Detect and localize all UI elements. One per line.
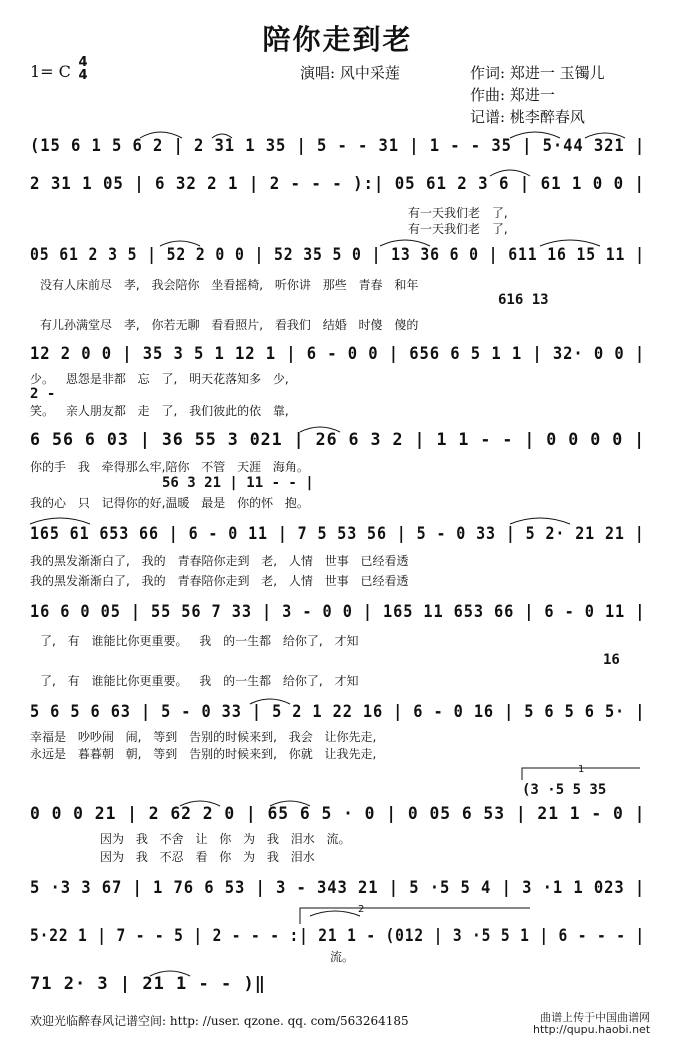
alternate-notes-system-5: 56 3 21 | 11 - - | <box>162 475 314 491</box>
lyrics-system-4-verse-2: 笑。 亲人朋友都 走 了, 我们彼此的依 靠, <box>30 404 289 418</box>
lyrics-system-9-verse-1: 因为 我 不舍 让 你 为 我 泪水 流。 <box>100 832 351 846</box>
slur <box>510 132 560 138</box>
slur <box>150 971 190 976</box>
key-signature: 1= C <box>30 62 71 81</box>
lyrics-system-5-verse-2: 我的心 只 记得你的好,温暖 最是 你的怀 抱。 <box>30 496 309 510</box>
singer-credit: 演唱: 风中采莲 <box>300 64 400 82</box>
score-system-4: 12 2 0 0 | 35 3 5 1 12 1 | 6 - 0 0 | 656 6 5 1 1 | 32· 0 0 | <box>30 344 646 364</box>
lyrics-system-3-verse-2: 有儿孙满堂尽 孝, 你若无聊 看看照片, 看我们 结婚 时傻 傻的 <box>40 318 419 332</box>
score-system-6: 165 61 653 66 | 6 - 0 11 | 7 5 53 56 | 5 - 0 33 | 5 2· 21 21 | <box>30 524 645 544</box>
slur <box>140 132 182 138</box>
score-system-9: 0 0 0 21 | 2 62 2 0 | 65 6 5 · 0 | 0 05 6 53 | 21 1 - 0 | <box>30 804 646 824</box>
footer-link-text: 欢迎光临醉春风记谱空间: http: //user. qzone. qq. com/563264185 <box>30 1014 409 1028</box>
lyrics-system-11: 流。 <box>330 950 355 964</box>
slur <box>310 911 360 916</box>
lyrics-system-8-verse-2: 永远是 暮暮朝 朝, 等到 告别的时候来到, 你就 让我先走, <box>30 747 377 761</box>
alternate-notes-system-4: 2 - <box>30 386 56 402</box>
slur <box>585 133 625 138</box>
lyrics-system-3-verse-1: 没有人床前尽 孝, 我会陪你 坐看摇椅, 听你讲 那些 青春 和年 <box>40 278 419 292</box>
alternate-notes-system-7: 16 <box>603 652 620 668</box>
lyrics-system-4-verse-1: 少。 恩怨是非都 忘 了, 明天花落知多 少, <box>30 372 289 386</box>
alternate-notes-system-8: (3 ·5 5 35 <box>522 782 607 798</box>
transcriber-credit: 记谱: 桃李醉春风 <box>470 108 585 126</box>
slur <box>160 241 200 246</box>
slur <box>540 240 600 246</box>
score-system-5: 6 56 6 03 | 36 55 3 021 | 26 6 3 2 | 1 1 - - | 0 0 0 0 | <box>30 430 646 450</box>
score-system-12: 71 2· 3 | 21 1 - - )‖ <box>30 974 266 994</box>
slur <box>212 134 232 138</box>
lyrics-system-7-verse-1: 了, 有 谁能比你更重要。 我 的一生都 给你了, 才知 <box>40 634 359 648</box>
song-title: 陪你走到老 <box>262 23 413 56</box>
lyrics-system-6-verse-1: 我的黑发渐渐白了, 我的 青春陪你走到 老, 人情 世事 已经看透 <box>30 554 409 568</box>
slur <box>180 801 220 806</box>
lyrics-system-5-verse-1: 你的手 我 牵得那么牢,陪你 不管 天涯 海角。 <box>30 460 309 474</box>
slur <box>510 518 570 524</box>
score-system-2: 2 31 1 05 | 6 32 2 1 | 2 - - - ):| 05 61 2 3 6 | 61 1 0 0 | <box>30 174 645 194</box>
score-system-3: 05 61 2 3 5 | 52 2 0 0 | 52 35 5 0 | 13 36 6 0 | 611 16 15 11 | <box>30 245 645 265</box>
lyricist-credit: 作词: 郑进一 玉镯儿 <box>470 64 605 82</box>
lyrics-system-2-verse-1: 有一天我们老 了, <box>408 206 508 220</box>
watermark-line-1: 曲谱上传于中国曲谱网 <box>540 1011 651 1024</box>
score-system-8: 5 6 5 6 63 | 5 - 0 33 | 5 2 1 22 16 | 6 - 0 16 | 5 6 5 6 5· | <box>30 702 646 722</box>
lyrics-system-7-verse-2: 了, 有 谁能比你更重要。 我 的一生都 给你了, 才知 <box>40 674 359 688</box>
volta-bracket-2 <box>300 908 530 924</box>
alternate-notes-system-3: 616 13 <box>498 292 549 308</box>
watermark-line-2: http://qupu.haobi.net <box>533 1023 651 1036</box>
slur <box>490 170 530 176</box>
slur <box>270 801 310 806</box>
lyrics-system-2-verse-2: 有一天我们老 了, <box>408 222 508 236</box>
slur <box>250 699 290 704</box>
time-signature-top: 4 <box>78 55 88 70</box>
svg-text:1: 1 <box>578 764 585 775</box>
svg-text:2: 2 <box>358 904 365 915</box>
slur <box>30 518 90 524</box>
time-signature-bottom: 4 <box>78 68 88 83</box>
slur <box>300 427 340 432</box>
score-system-11: 5·22 1 | 7 - - 5 | 2 - - - :| 21 1 - (012 | 3 ·5 5 1 | 6 - - - | <box>30 926 646 946</box>
lyrics-system-9-verse-2: 因为 我 不忍 看 你 为 我 泪水 <box>100 850 315 864</box>
score-system-1: (15 6 1 5 6 2 | 2 31 1 35 | 5 - - 31 | 1 - - 35 | 5·44 321 | <box>30 136 646 156</box>
composer-credit: 作曲: 郑进一 <box>470 86 555 104</box>
score-system-10: 5 ·3 3 67 | 1 76 6 53 | 3 - 343 21 | 5 ·5 5 4 | 3 ·1 1 023 | <box>30 878 646 898</box>
slur <box>380 240 430 246</box>
lyrics-system-8-verse-1: 幸福是 吵吵闹 闹, 等到 告别的时候来到, 我会 让你先走, <box>30 730 377 744</box>
score-system-7: 16 6 0 05 | 55 56 7 33 | 3 - 0 0 | 165 11 653 66 | 6 - 0 11 | <box>30 602 646 622</box>
lyrics-system-6-verse-2: 我的黑发渐渐白了, 我的 青春陪你走到 老, 人情 世事 已经看透 <box>30 574 409 588</box>
